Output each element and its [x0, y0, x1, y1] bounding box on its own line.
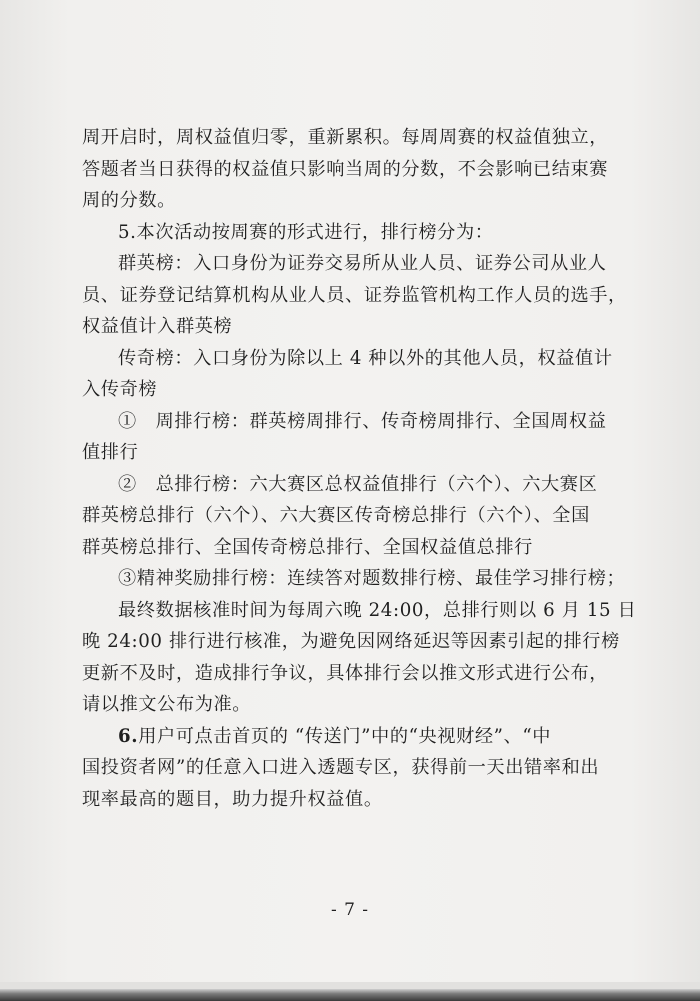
item6-text: 用户可点击首页的 “传送门”中的“央视财经”、“中 [138, 725, 552, 747]
text-line: 群英榜总排行（六个）、六大赛区传奇榜总排行（六个）、全国 [82, 505, 590, 526]
text-line: 更新不及时，造成排行争议，具体排行会以推文形式进行公布， [82, 662, 609, 684]
text-line-total-ranking: ② 总排行榜：六大赛区总权益值排行（六个）、六大赛区 [118, 473, 598, 495]
text-line: 现率最高的题目，助力提升权益值。 [82, 788, 383, 810]
text-line: 晚 24:00 排行进行核准，为避免因网络延迟等因素引起的排行榜 [82, 631, 620, 652]
text-line: 国投资者网”的任意入口进入透题专区，获得前一天出错率和出 [82, 757, 600, 778]
text-line: 权益值计入群英榜 [82, 316, 233, 337]
text-line: 周的分数。 [82, 190, 176, 211]
text-line: 员、证券登记结算机构从业人员、证券监管机构工作人员的选手， [82, 284, 627, 306]
text-line-weekly-ranking: ① 周排行榜：群英榜周排行、传奇榜周排行、全国周权益 [118, 410, 607, 432]
text-line: 群英榜总排行、全国传奇榜总排行、全国权益值总排行 [82, 536, 533, 558]
text-line: 值排行 [82, 442, 139, 463]
item6-number: 6. [118, 725, 139, 747]
text-line: 周开启时，周权益值归零，重新累积。每周周赛的权益值独立， [82, 127, 609, 148]
page-number: - 7 - [330, 900, 370, 920]
text-line: 答题者当日获得的权益值只影响当周的分数，不会影响已结束赛 [82, 158, 609, 180]
text-line-item6 [82, 721, 610, 753]
page-bottom-edge [0, 989, 700, 1001]
text-line-deadline: 最终数据核准时间为每周六晚 24:00，总排行则以 6 月 15 日 [118, 599, 637, 621]
page-bottom-gap [0, 982, 700, 989]
body-text [82, 122, 637, 815]
text-line-qunying: 群英榜：入口身份为证券交易所从业人员、证券公司从业人 [118, 253, 607, 274]
text-line-chuanqi: 传奇榜：入口身份为除以上 4 种以外的其他人员，权益值计 [118, 347, 613, 369]
text-line-spirit-ranking: ③精神奖励排行榜：连续答对题数排行榜、最佳学习排行榜； [118, 568, 626, 589]
text-line: 请以推文公布为准。 [82, 694, 252, 715]
text-line-item5: 5.本次活动按周赛的形式进行，排行榜分为： [118, 221, 494, 243]
text-line: 入传奇榜 [82, 379, 158, 400]
